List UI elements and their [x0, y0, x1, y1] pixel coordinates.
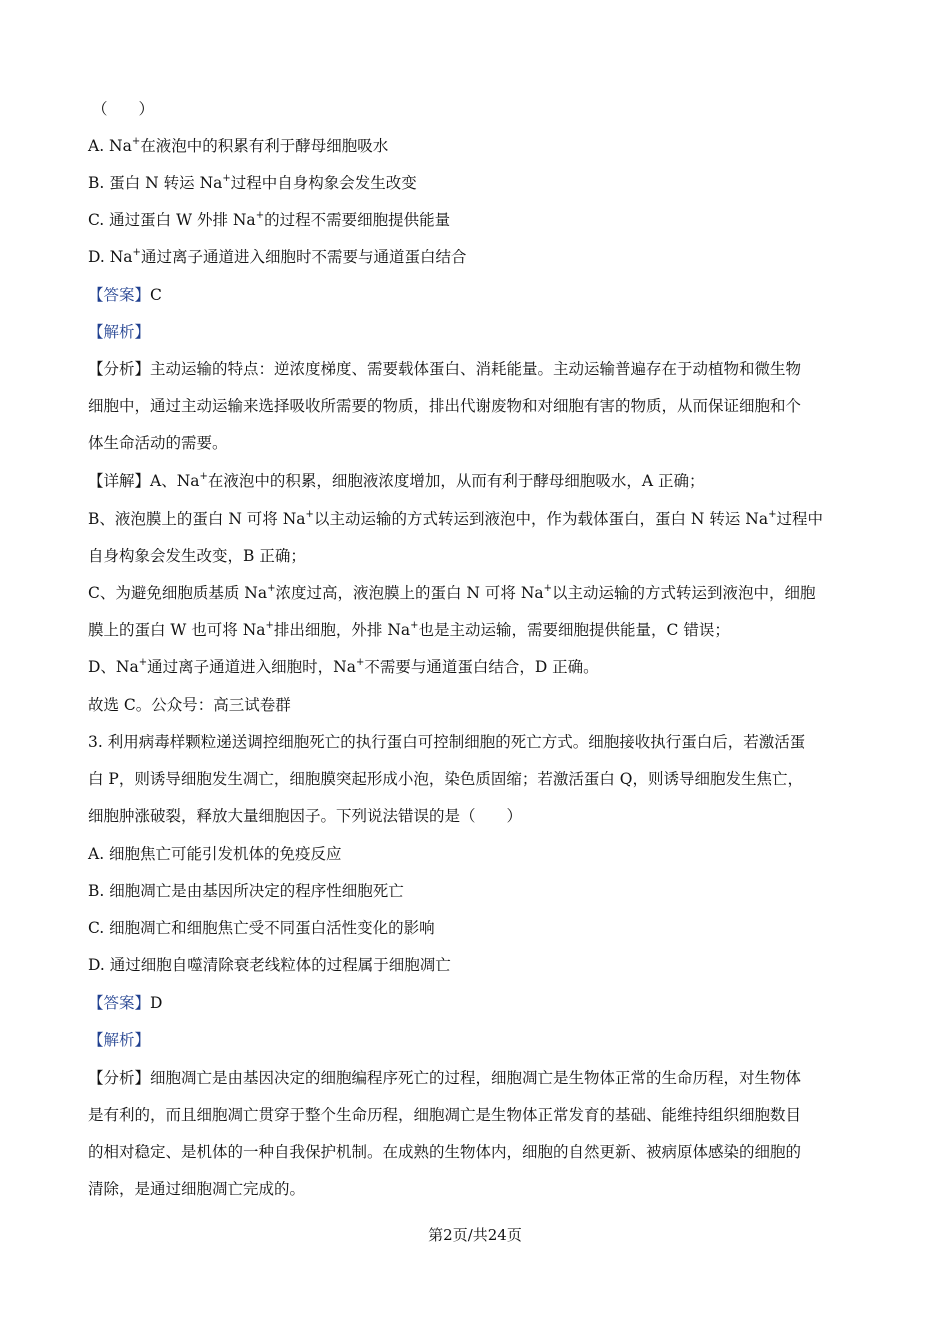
q3-option-c: C. 细胞凋亡和细胞焦亡受不同蛋白活性变化的影响 — [88, 919, 435, 937]
q2-detail-c-1: C、为避免细胞质基质 Na+浓度过高，液泡膜上的蛋白 N 可将 Na+以主动运输的方式转运到液泡中，细胞 — [88, 582, 816, 602]
q2-detail-b-1: B、液泡膜上的蛋白 N 可将 Na+以主动运输的方式转运到液泡中，作为载体蛋白，蛋白 N 转运 Na+过程中 — [88, 508, 823, 528]
q3-option-d: D. 通过细胞自噬清除衰老线粒体的过程属于细胞凋亡 — [88, 956, 451, 974]
q3-option-b: B. 细胞凋亡是由基因所决定的程序性细胞死亡 — [88, 882, 404, 900]
q2-detail-b-2: 自身构象会发生改变，B 正确； — [88, 547, 306, 565]
answer-tag: 【答案】 — [88, 994, 151, 1012]
q2-answer: 【答案】C — [88, 286, 162, 304]
q2-option-a: A. Na+在液泡中的积累有利于酵母细胞吸水 — [88, 135, 389, 155]
q3-stem-2: 白 P，则诱导细胞发生凋亡，细胞膜突起形成小泡，染色质固缩；若激活蛋白 Q，则诱导细胞发生焦亡， — [88, 770, 803, 788]
q2-fenxi-line-1: 【分析】主动运输的特点：逆浓度梯度、需要载体蛋白、消耗能量。主动运输普遍存在于动植物和微生物 — [88, 360, 802, 378]
q2-option-b: B. 蛋白 N 转运 Na+过程中自身构象会发生改变 — [88, 172, 417, 192]
q3-fenxi-line-2: 是有利的，而且细胞凋亡贯穿于整个生命历程，细胞凋亡是生物体正常发育的基础、能维持组织细胞数目 — [88, 1106, 802, 1124]
q2-detail-a: 【详解】A、Na+在液泡中的积累，细胞液浓度增加，从而有利于酵母细胞吸水，A 正确； — [88, 470, 705, 490]
q3-fenxi-line-3: 的相对稳定、是机体的一种自我保护机制。在成熟的生物体内，细胞的自然更新、被病原体感染的细胞的 — [88, 1143, 802, 1161]
page-number-footer: 第2页/共24页 — [428, 1226, 522, 1244]
q2-detail-c-2: 膜上的蛋白 W 也可将 Na+排出细胞，外排 Na+也是主动运输，需要细胞提供能量，C 错误； — [88, 619, 730, 639]
q2-detail-d: D、Na+通过离子通道进入细胞时，Na+不需要与通道蛋白结合，D 正确。 — [88, 656, 599, 676]
q3-option-a: A. 细胞焦亡可能引发机体的免疫反应 — [88, 845, 342, 863]
q2-paren: （ ） — [92, 100, 155, 118]
answer-tag: 【答案】 — [88, 286, 151, 304]
q3-fenxi-line-1: 【分析】细胞凋亡是由基因决定的细胞编程序死亡的过程，细胞凋亡是生物体正常的生命历程，对生物体 — [88, 1069, 802, 1087]
q2-choose: 故选 C。公众号：高三试卷群 — [88, 696, 291, 714]
q2-analysis-heading: 【解析】 — [88, 323, 151, 341]
q3-analysis-heading: 【解析】 — [88, 1031, 151, 1049]
q2-fenxi-line-2: 细胞中，通过主动运输来选择吸收所需要的物质，排出代谢废物和对细胞有害的物质，从而保证细胞和个 — [88, 397, 802, 415]
q3-fenxi-line-4: 清除，是通过细胞凋亡完成的。 — [88, 1180, 306, 1198]
q2-fenxi-line-3: 体生命活动的需要。 — [88, 434, 228, 452]
q2-option-c: C. 通过蛋白 W 外排 Na+的过程不需要细胞提供能量 — [88, 209, 451, 229]
q3-answer: 【答案】D — [88, 994, 163, 1012]
q3-stem-3: 细胞肿涨破裂，释放大量细胞因子。下列说法错误的是（ ） — [88, 807, 523, 825]
q3-stem-1: 3. 利用病毒样颗粒递送调控细胞死亡的执行蛋白可控制细胞的死亡方式。细胞接收执行蛋白后，若激活蛋 — [88, 733, 806, 751]
q2-option-d: D. Na+通过离子通道进入细胞时不需要与通道蛋白结合 — [88, 246, 467, 266]
